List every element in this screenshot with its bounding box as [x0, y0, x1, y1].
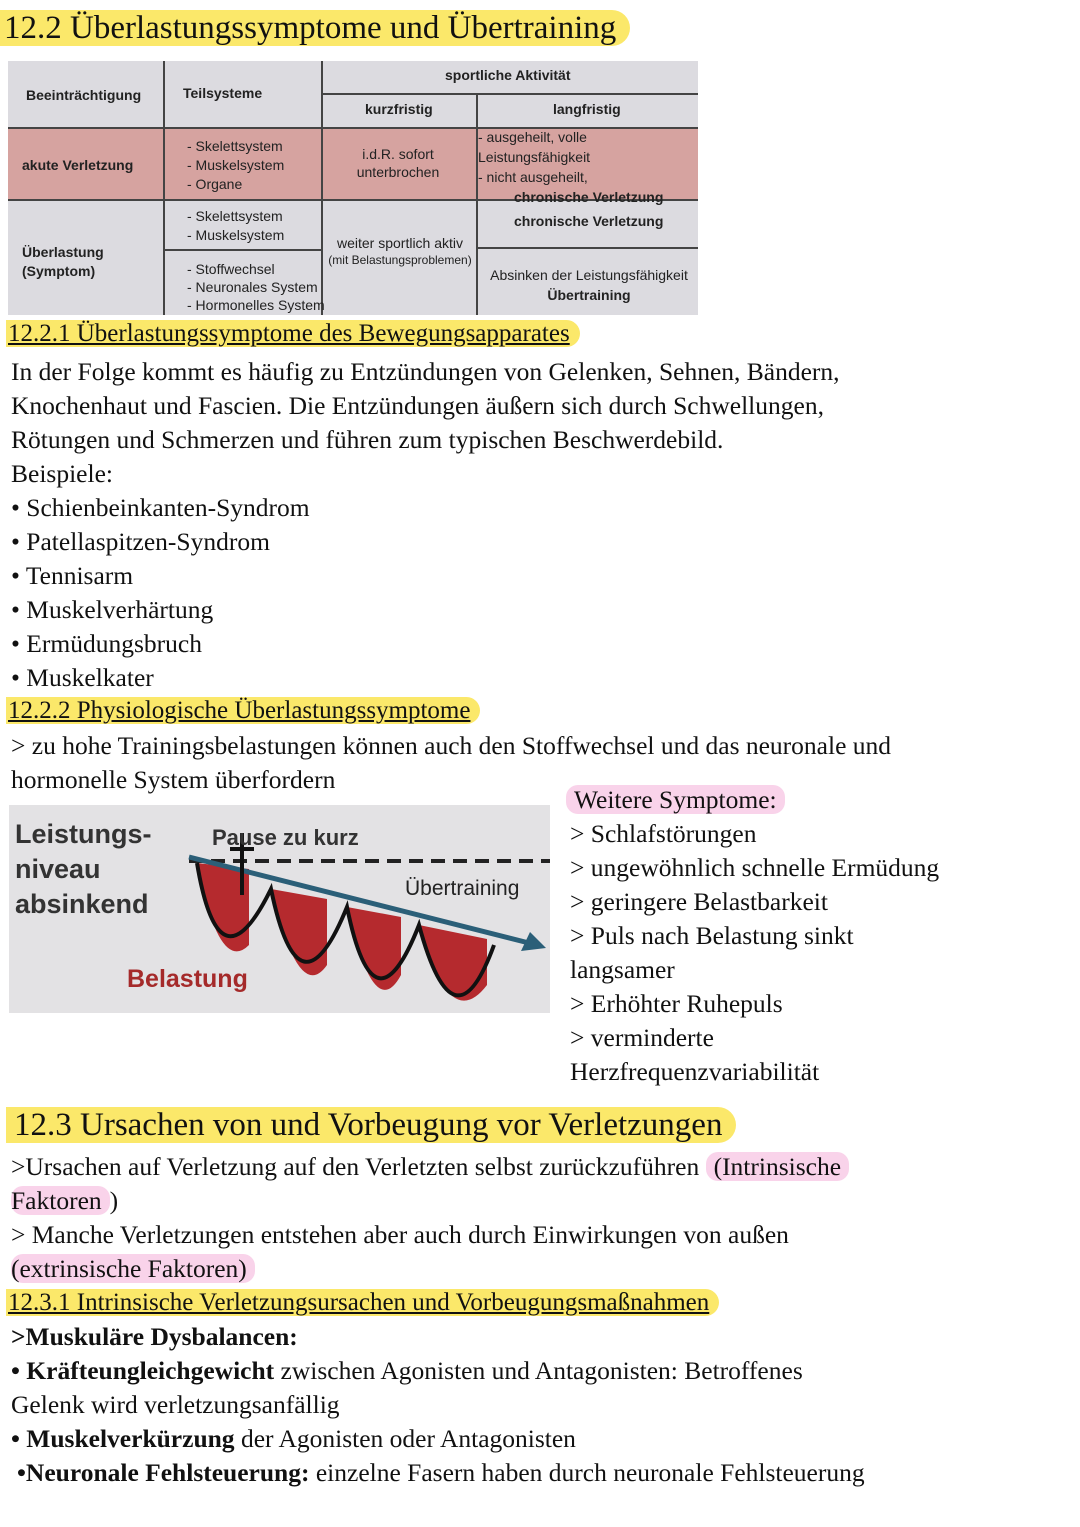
list-item: • Muskelverkürzung der Agonisten oder Antagonisten [11, 1424, 576, 1453]
header-langfristig: langfristig [553, 101, 621, 117]
heading-12-2-1: 12.2.1 Überlastungssymptome des Bewegungsapparates [6, 318, 580, 350]
list-item: > Erhöhter Ruhepuls [570, 989, 783, 1018]
chart-label-uebertraining: Übertraining [405, 877, 520, 900]
load-fill-2 [271, 889, 327, 975]
list-item: langsamer [570, 955, 675, 984]
symptoms-list [566, 783, 939, 1089]
paragraph-12-3: >Ursachen auf Verletzung auf den Verletzten selbst zurückzuführen (Intrinsische Faktoren ) > Manche Verletzungen entstehen aber auch durch Einwirkungen von außen (extrinsische Faktoren) [11, 1150, 849, 1286]
list-item: • Muskelverhärtung [11, 595, 214, 624]
table-divider [163, 61, 165, 315]
row-acute-systems: - Skelettsystem - Muskelsystem - Organe [187, 138, 285, 192]
chart-label-belastung: Belastung [127, 965, 248, 993]
list-item: > verminderte [570, 1023, 714, 1052]
dysbalancen-section: >Muskuläre Dysbalancen: • Kräfteungleichgewicht zwischen Agonisten und Antagonisten: Betroffenes Gelenk wird verletzungsanfällig • Muskelverkürzung der Agonisten oder Antagonisten •Neuronale Fehlsteuerung: einzelne Fasern haben durch neuronale Fehlsteuerung [11, 1320, 865, 1490]
row-overload-label: Überlastung (Symptom) [22, 244, 104, 279]
row-acute-label: akute Verletzung [22, 157, 134, 173]
row-overload-systems-b: - Stoffwechsel - Neuronales System - Hormonelles System [187, 261, 325, 313]
row-acute-short: i.d.R. sofort unterbrochen [356, 146, 440, 180]
list-item: > ungewöhnlich schnelle Ermüdung [570, 853, 940, 882]
row-overload-long-b: Absinken der Leistungsfähigkeit Übertraining [490, 267, 688, 303]
row-overload-short: weiter sportlich aktiv (mit Belastungsproblemen) [328, 235, 472, 267]
symptoms-title: Weitere Symptome: [566, 785, 785, 814]
list-item: Herzfrequenzvariabilität [570, 1057, 820, 1086]
header-beeintraechtigung: Beeinträchtigung [26, 87, 142, 103]
overtraining-chart [9, 805, 550, 1013]
row-overload-systems-a: - Skelettsystem - Muskelsystem [187, 208, 285, 243]
heading-12-3: 12.3 Ursachen von und Vorbeugung vor Verletzungen [6, 1105, 736, 1145]
paragraph-12-2-2: > zu hohe Trainingsbelastungen können auch den Stoffwechsel und das neuronale und hormonelle System überfordern [11, 731, 892, 794]
list-item: • Muskelkater [11, 663, 154, 692]
heading-12-2: 12.2 Überlastungssymptome und Übertraining [0, 8, 630, 48]
heading-12-3-1: 12.3.1 Intrinsische Verletzungsursachen und Vorbeugungsmaßnahmen [6, 1287, 719, 1319]
table-divider [163, 249, 321, 251]
list-item: > Puls nach Belastung sinkt [570, 921, 854, 950]
list-item: > geringere Belastbarkeit [570, 887, 828, 916]
impairment-table [8, 61, 698, 315]
list-item: • Patellaspitzen-Syndrom [11, 527, 270, 556]
table-divider [476, 247, 698, 249]
list-item: > Schlafstörungen [570, 819, 757, 848]
header-teilsysteme: Teilsysteme [183, 85, 263, 101]
heading-12-2-2: 12.2.2 Physiologische Überlastungssymptome [6, 695, 480, 727]
list-item: • Ermüdungsbruch [11, 629, 202, 658]
row-acute-long: - ausgeheilt, volle Leistungsfähigkeit - nicht ausgeheilt, chronische Verletzung [478, 129, 664, 205]
paragraph-12-2-1: In der Folge kommt es häufig zu Entzündungen von Gelenken, Sehnen, Bändern, Knochenhaut und Fascien. Die Entzündungen äußern sich durch Schwellungen, Rötungen und Schmerzen und führen zum typischen Beschwerdebild. Beispiele: • Schienbeinkanten-Syndrom • Patellaspitzen-Syndrom • Tennisarm • Muskelverhärtung • Ermüdungsbruch • Muskelkater [11, 355, 840, 695]
header-aktivitaet: sportliche Aktivität [445, 67, 571, 83]
list-item: • Kräfteungleichgewicht zwischen Agonisten und Antagonisten: Betroffenes [11, 1356, 803, 1385]
list-item: •Neuronale Fehlsteuerung: einzelne Fasern haben durch neuronale Fehlsteuerung [17, 1458, 865, 1487]
table-divider [321, 93, 698, 95]
list-item: • Tennisarm [11, 561, 134, 590]
chart-label-pause: Pause zu kurz [212, 825, 359, 850]
dysbalancen-title: >Muskuläre Dysbalancen: [11, 1322, 298, 1351]
row-overload-long-a: chronische Verletzung [514, 213, 664, 229]
header-kurzfristig: kurzfristig [365, 101, 433, 117]
chart-label-level: Leistungs- niveau absinkend [15, 819, 152, 919]
list-item: • Schienbeinkanten-Syndrom [11, 493, 310, 522]
